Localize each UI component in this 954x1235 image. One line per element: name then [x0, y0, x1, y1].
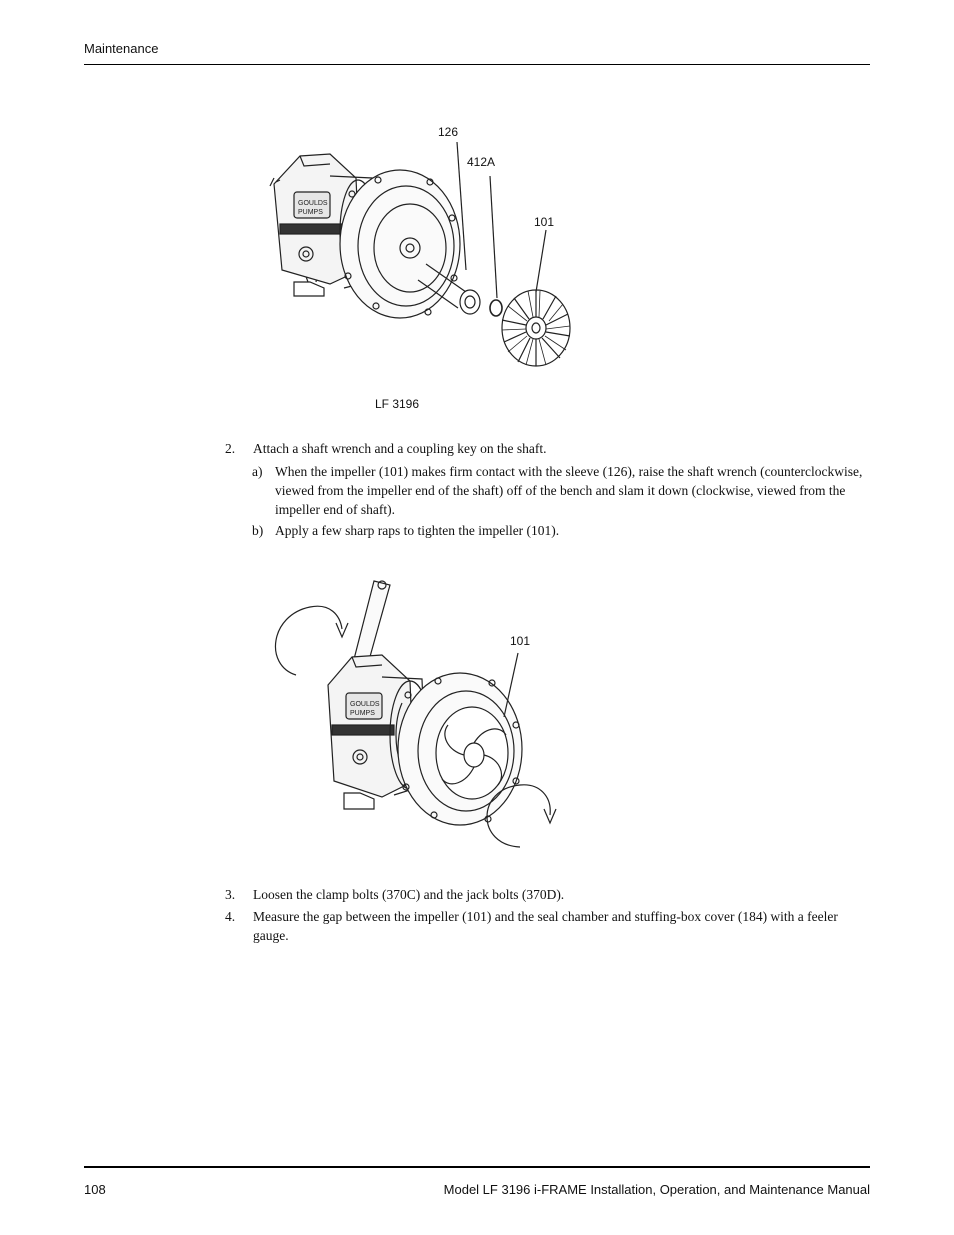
substep-b: [252, 521, 870, 541]
step-text: Attach a shaft wrench and a coupling key on the shaft.: [253, 441, 547, 456]
substep-letter: a): [252, 464, 263, 479]
substep-text: Apply a few sharp raps to tighten the impeller (101).: [275, 523, 560, 538]
svg-text:PUMPS: PUMPS: [350, 710, 375, 717]
svg-text:GOULDS: GOULDS: [350, 701, 380, 708]
svg-text:GOULDS: GOULDS: [298, 200, 328, 207]
step-4: [225, 907, 870, 947]
step-number: 3.: [225, 887, 236, 902]
substep-a: [252, 462, 870, 522]
step-text: Loosen the clamp bolts (370C) and the jack bolts (370D).: [253, 887, 565, 902]
figure-shaft-wrench: [270, 575, 590, 855]
step-text: Measure the gap between the impeller (101) and the seal chamber and stuffing-box cover (184) with a feeler gauge.: [253, 909, 838, 943]
callout-101: 101: [510, 634, 531, 648]
manual-title: Model LF 3196 i-FRAME Installation, Operation, and Maintenance Manual: [443, 1182, 870, 1197]
header-rule: [84, 64, 870, 65]
substep-letter: b): [252, 523, 264, 538]
callout-126: 126: [438, 125, 459, 139]
page-number: 108: [84, 1182, 106, 1197]
figure-caption: LF 3196: [375, 397, 420, 411]
step-number: 2.: [225, 441, 236, 456]
pump-wrench-illustration: [270, 575, 590, 855]
section-header: Maintenance: [84, 41, 159, 56]
figure-exploded-impeller: [260, 120, 580, 380]
step-3: [225, 885, 870, 905]
substep-text: When the impeller (101) makes firm contact with the sleeve (126), raise the shaft wrench (counterclockwise, viewed from the impeller end of the shaft) off of the bench and slam it down (clockwise, viewed from the impeller end of shaft).: [275, 464, 863, 517]
step-2: [225, 439, 870, 459]
step-number: 4.: [225, 909, 236, 924]
pump-exploded-illustration: [260, 120, 580, 380]
callout-101: 101: [534, 215, 555, 229]
callout-412a: 412A: [467, 155, 496, 169]
svg-text:PUMPS: PUMPS: [298, 209, 323, 216]
footer-rule: [84, 1166, 870, 1168]
